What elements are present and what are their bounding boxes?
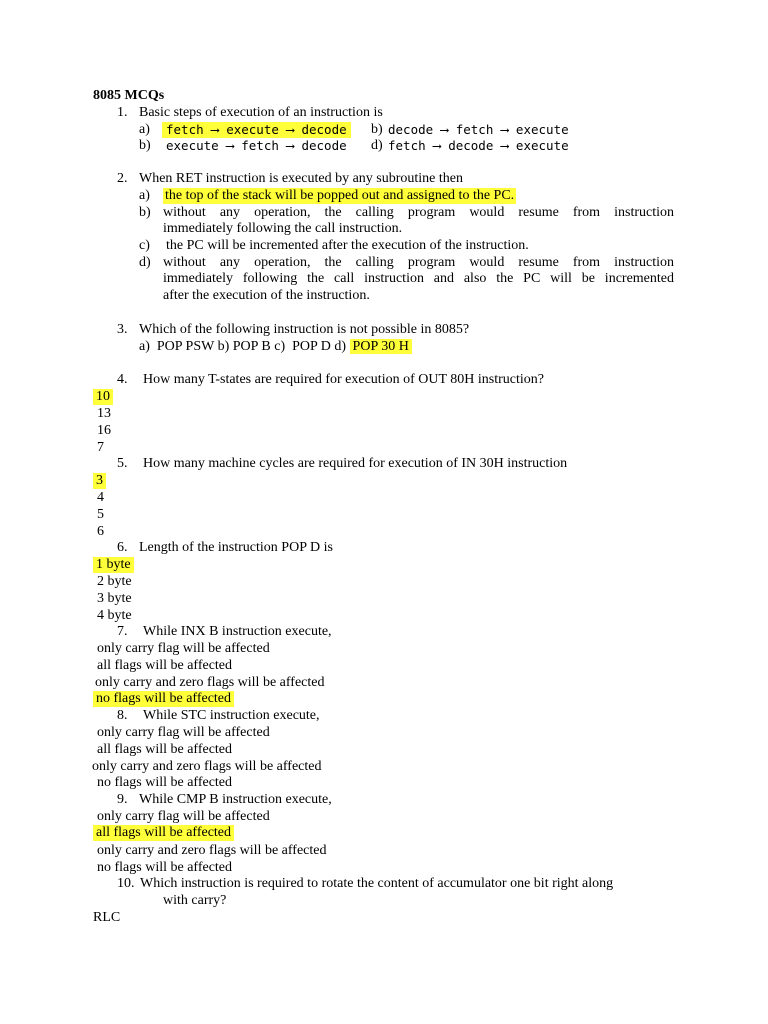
option-answer: all flags will be affected [93, 825, 234, 841]
question-number: 3. [117, 322, 128, 337]
option-letter: a) [139, 188, 150, 203]
question-text: How many machine cycles are required for execution of IN 30H instruction [143, 456, 568, 471]
question-number: 2. [117, 171, 128, 186]
option: no flags will be affected [97, 775, 233, 790]
option: only carry flag will be affected [97, 725, 270, 740]
question-text: How many T-states are required for execution of OUT 80H instruction? [143, 372, 544, 387]
option-d-answer: POP 30 H [350, 339, 412, 354]
option-letter: c) [139, 238, 150, 253]
option-a-answer: the top of the stack will be popped out and assigned to the PC. [165, 188, 515, 203]
question-number: 4. [117, 372, 128, 387]
option-letter: b) [139, 205, 151, 220]
option-d: fetch ⟶ decode ⟶ execute [388, 138, 569, 153]
question-text: Which of the following instruction is not possible in 8085? [139, 322, 470, 337]
question-number: 7. [117, 624, 128, 639]
option: only carry and zero flags will be affected [92, 759, 322, 774]
option: RLC [93, 910, 121, 925]
question-text: While STC instruction execute, [143, 708, 320, 723]
question-number: 9. [117, 792, 128, 807]
option: 16 [97, 423, 111, 438]
question-number: 6. [117, 540, 128, 555]
option: only carry and zero flags will be affected [97, 843, 327, 858]
option: no flags will be affected [97, 860, 233, 875]
question-number: 8. [117, 708, 128, 723]
option: 5 [97, 507, 104, 522]
option-answer: no flags will be affected [93, 691, 234, 707]
question-number: 1. [117, 105, 128, 120]
option: 2 byte [97, 574, 132, 589]
option: 3 byte [97, 591, 132, 606]
option-b-line-1: without any operation, the calling program would resume from instruction [163, 205, 674, 220]
question-text: When RET instruction is executed by any subroutine then [139, 171, 464, 186]
option-letter: d) [371, 138, 383, 153]
option-d-line-2: immediately following the call instruction and also the PC will be incremented [163, 271, 674, 286]
option-b-line-2: immediately following the call instruction. [163, 221, 403, 236]
option-c: the PC will be incremented after the execution of the instruction. [166, 238, 529, 253]
option-answer: 10 [93, 389, 113, 405]
option-d-line-1: without any operation, the calling program would resume from instruction [163, 255, 674, 270]
options-line [139, 339, 412, 355]
option-letter: b) [139, 138, 151, 153]
option: all flags will be affected [97, 742, 233, 757]
option: 13 [97, 406, 111, 421]
option-b: decode ⟶ fetch ⟶ execute [388, 122, 569, 137]
option: 7 [97, 440, 104, 455]
option-letter: a) [139, 122, 150, 137]
option-c: execute ⟶ fetch ⟶ decode [166, 138, 347, 153]
question-number: 10. [117, 876, 135, 891]
option: only carry and zero flags will be affected [95, 675, 325, 690]
option-answer: 3 [93, 473, 106, 489]
option: only carry flag will be affected [97, 641, 270, 656]
option-letter: d) [139, 255, 151, 270]
option-a-answer: fetch ⟶ execute ⟶ decode [162, 122, 351, 138]
option-letter: b) [371, 122, 383, 137]
option-d-line-3: after the execution of the instruction. [163, 288, 370, 303]
option-list: a) POP PSW b) POP B c) POP D d) [139, 339, 350, 354]
question-text: While CMP B instruction execute, [139, 792, 332, 807]
question-text-line-1: Which instruction is required to rotate the content of accumulator one bit right along [140, 876, 614, 891]
question-text: Basic steps of execution of an instruction is [139, 105, 383, 120]
option: only carry flag will be affected [97, 809, 270, 824]
question-text: Length of the instruction POP D is [139, 540, 333, 555]
option: 4 [97, 490, 104, 505]
question-number: 5. [117, 456, 128, 471]
option: all flags will be affected [97, 658, 233, 673]
option: 6 [97, 524, 104, 539]
option-answer: 1 byte [93, 557, 134, 573]
question-text: While INX B instruction execute, [143, 624, 332, 639]
option: 4 byte [97, 608, 132, 623]
document-title: 8085 MCQs [93, 88, 165, 103]
question-text-line-2: with carry? [163, 893, 227, 908]
